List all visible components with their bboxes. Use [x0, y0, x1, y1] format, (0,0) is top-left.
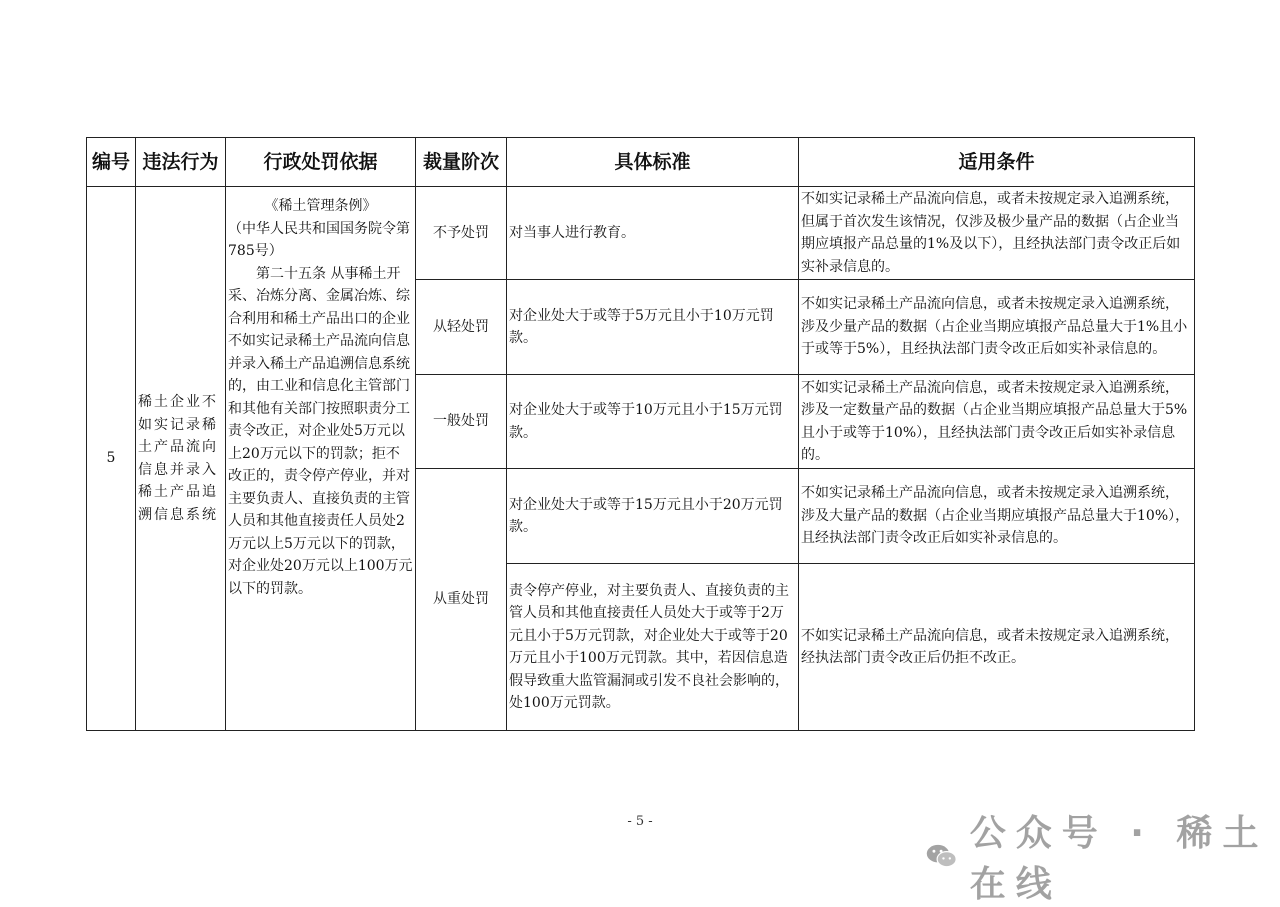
standard-cell: 对企业处大于或等于5万元且小于10万元罚款。 — [507, 280, 799, 375]
page-number: - 5 - — [627, 814, 653, 829]
header-standard: 具体标准 — [507, 138, 799, 187]
condition-cell: 不如实记录稀土产品流向信息，或者未按规定录入追溯系统，涉及一定数量产品的数据（占企业当期应填报产品总量大于5%且小于或等于10%），且经执法部门责令改正后如实补录信息的。 — [799, 375, 1195, 469]
wechat-icon — [926, 839, 958, 873]
violation-cell: 稀土企业不如实记录稀土产品流向信息并录入稀土产品追溯信息系统 — [136, 187, 226, 731]
basis-subtitle: （中华人民共和国国务院令第785号） — [228, 220, 410, 259]
watermark-text: 公众号 · 稀土在线 — [969, 813, 1269, 905]
condition-cell: 不如实记录稀土产品流向信息，或者未按规定录入追溯系统，经执法部门责令改正后仍拒不改正。 — [799, 564, 1195, 731]
standard-cell: 对企业处大于或等于10万元且小于15万元罚款。 — [507, 375, 799, 469]
header-number: 编号 — [87, 138, 136, 187]
header-condition: 适用条件 — [799, 138, 1195, 187]
table-row — [87, 187, 1195, 280]
basis-title: 《稀土管理条例》 — [264, 198, 377, 214]
condition-cell: 不如实记录稀土产品流向信息，或者未按规定录入追溯系统，但属于首次发生该情况，仅涉及极少量产品的数据（占企业当期应填报产品总量的1%及以下），且经执法部门责令改正后如实补录信息的。 — [799, 187, 1195, 280]
header-violation: 违法行为 — [136, 138, 226, 187]
condition-cell: 不如实记录稀土产品流向信息，或者未按规定录入追溯系统，涉及少量产品的数据（占企业当期应填报产品总量大于1%且小于或等于5%），且经执法部门责令改正后如实补录信息的。 — [799, 280, 1195, 375]
condition-cell: 不如实记录稀土产品流向信息，或者未按规定录入追溯系统，涉及大量产品的数据（占企业当期应填报产品总量大于10%），且经执法部门责令改正后如实补录信息的。 — [799, 469, 1195, 564]
level-cell: 从轻处罚 — [416, 280, 507, 375]
standard-cell: 对当事人进行教育。 — [507, 187, 799, 280]
basis-cell — [226, 187, 416, 731]
table-header-row — [87, 138, 1195, 187]
basis-body: 第二十五条 从事稀土开采、冶炼分离、金属冶炼、综合利用和稀土产品出口的企业不如实记录稀土产品流向信息并录入稀土产品追溯信息系统的，由工业和信息化主管部门和其他有关部门按照职责分工责令改正，对企业处5万元以上20万元以下的罚款；拒不改正的，责令停产停业，并对主要负责人、直接负责的主管人员和其他直接责任人员处2万元以上5万元以下的罚款，对企业处20万元以上100万元以下的罚款。 — [228, 265, 413, 597]
standard-cell: 对企业处大于或等于15万元且小于20万元罚款。 — [507, 469, 799, 564]
watermark — [926, 813, 1280, 905]
level-cell: 不予处罚 — [416, 187, 507, 280]
item-number: 5 — [87, 187, 136, 731]
level-cell: 一般处罚 — [416, 375, 507, 469]
header-basis: 行政处罚依据 — [226, 138, 416, 187]
penalty-table — [86, 137, 1195, 731]
header-level: 裁量阶次 — [416, 138, 507, 187]
standard-cell: 责令停产停业，对主要负责人、直接负责的主管人员和其他直接责任人员处大于或等于2万元且小于5万元罚款，对企业处大于或等于20万元且小于100万元罚款。其中，若因信息造假导致重大监管漏洞或引发不良社会影响的，处100万元罚款。 — [507, 564, 799, 731]
level-cell: 从重处罚 — [416, 469, 507, 731]
